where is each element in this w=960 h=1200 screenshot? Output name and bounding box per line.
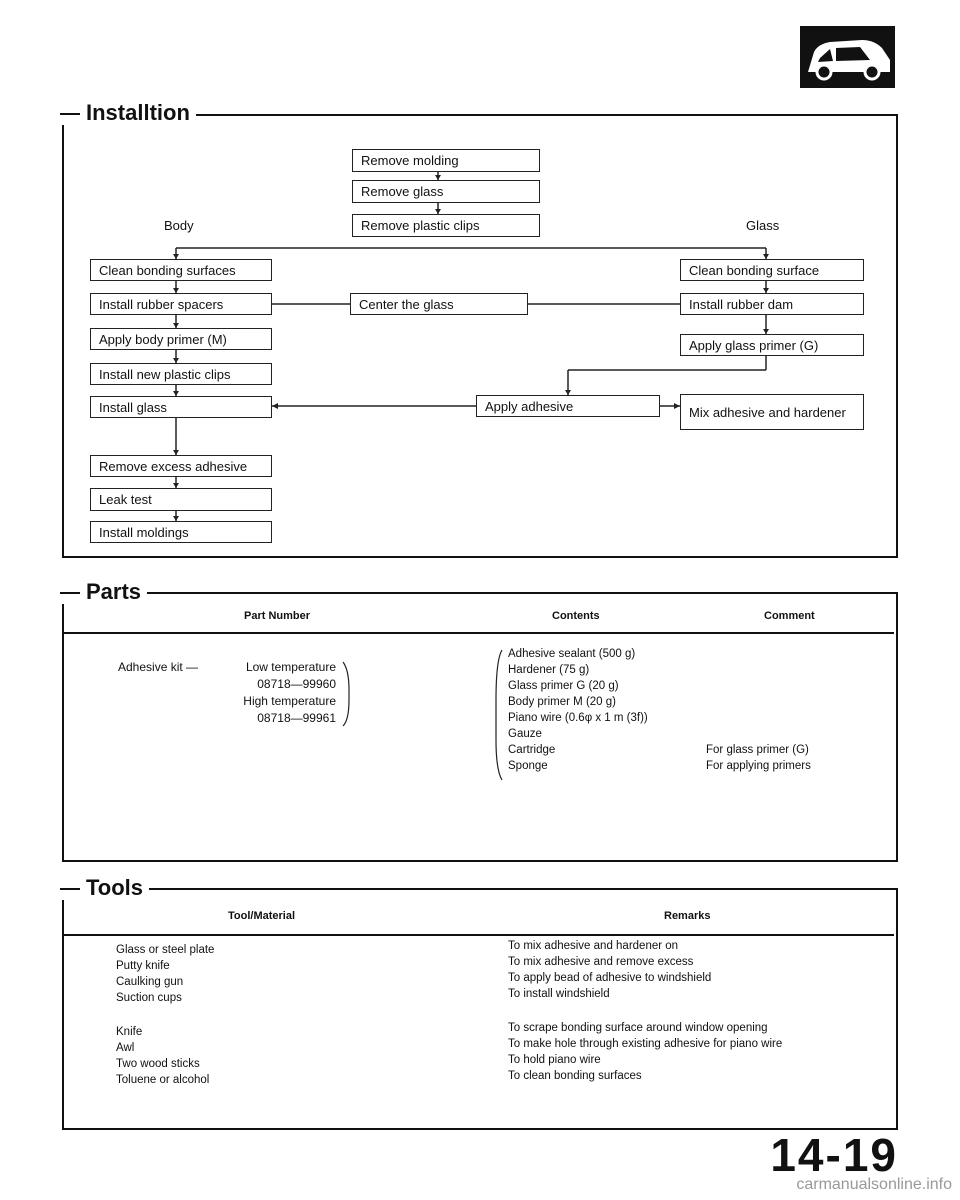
list-item: To make hole through existing adhesive for piano wire	[508, 1038, 783, 1050]
list-item: Low temperature	[245, 660, 336, 674]
parts-header-contents: Contents	[552, 610, 600, 622]
step-mix-adhesive-and-hardener: Mix adhesive and hardener	[680, 394, 864, 430]
tools-header-remarks: Remarks	[664, 910, 711, 922]
parts-comments-list	[706, 742, 811, 774]
list-item: Cartridge	[508, 744, 556, 756]
step-install-rubber-dam: Install rubber dam	[680, 293, 864, 315]
tools-list-a	[116, 942, 214, 1006]
parts-title: Parts	[60, 580, 147, 604]
step-leak-test: Leak test	[90, 488, 272, 511]
parts-header-part-number: Part Number	[244, 610, 311, 622]
list-item: To apply bead of adhesive to windshield	[508, 972, 712, 984]
step-remove-plastic-clips: Remove plastic clips	[352, 214, 540, 237]
step-install-new-plastic-clips: Install new plastic clips	[90, 363, 272, 385]
list-item: To install windshield	[508, 988, 610, 1000]
list-item: Glass primer G (20 g)	[508, 680, 619, 692]
step-center-the-glass: Center the glass	[350, 293, 528, 315]
list-item: For applying primers	[706, 760, 811, 772]
tools-header-rule	[64, 934, 894, 936]
step-apply-adhesive: Apply adhesive	[476, 395, 660, 417]
installation-title: Installtion	[60, 101, 196, 125]
step-install-glass: Install glass	[90, 396, 272, 418]
list-item: To mix adhesive and remove excess	[508, 956, 694, 968]
list-item: Body primer M (20 g)	[508, 696, 617, 708]
list-item: Caulking gun	[116, 976, 184, 988]
step-clean-bonding-surfaces: Clean bonding surfaces	[90, 259, 272, 281]
list-item: High temperature	[243, 694, 336, 708]
list-item: To clean bonding surfaces	[508, 1070, 642, 1082]
page-number: 14-19	[770, 1129, 898, 1181]
list-item: Gauze	[508, 728, 542, 740]
tools-remarks-b	[508, 1020, 782, 1084]
tools-list-b	[116, 1024, 209, 1088]
list-item: For glass primer (G)	[706, 744, 809, 756]
tools-remarks-a	[508, 938, 711, 1002]
step-remove-glass: Remove glass	[352, 180, 540, 203]
step-clean-bonding-surface: Clean bonding surface	[680, 259, 864, 281]
list-item: 08718—99960	[257, 677, 336, 691]
parts-contents-list	[508, 646, 648, 774]
step-install-moldings: Install moldings	[90, 521, 272, 543]
list-item: Two wood sticks	[116, 1058, 200, 1070]
list-item: Sponge	[508, 760, 548, 772]
list-item: Toluene or alcohol	[116, 1074, 210, 1086]
step-remove-molding: Remove molding	[352, 149, 540, 172]
step-remove-excess-adhesive: Remove excess adhesive	[90, 455, 272, 477]
list-item: 08718—99961	[257, 711, 336, 725]
adhesive-kit-label: Adhesive kit —	[118, 660, 199, 674]
list-item: To scrape bonding surface around window opening	[508, 1022, 768, 1034]
tools-title: Tools	[60, 876, 149, 900]
list-item: To hold piano wire	[508, 1054, 601, 1066]
list-item: Hardener (75 g)	[508, 664, 590, 676]
tools-frame	[62, 888, 898, 1130]
tools-header-tool: Tool/Material	[228, 910, 296, 922]
watermark: carmanualsonline.info	[796, 1176, 952, 1193]
list-item: Putty knife	[116, 960, 170, 972]
step-apply-body-primer: Apply body primer (M)	[90, 328, 272, 350]
step-install-rubber-spacers: Install rubber spacers	[90, 293, 272, 315]
body-label: Body	[164, 218, 194, 233]
list-item: To mix adhesive and hardener on	[508, 940, 679, 952]
step-apply-glass-primer: Apply glass primer (G)	[680, 334, 864, 356]
list-item: Suction cups	[116, 992, 182, 1004]
glass-label: Glass	[746, 218, 780, 233]
list-item: Adhesive sealant (500 g)	[508, 648, 636, 660]
list-item: Awl	[116, 1042, 135, 1054]
parts-header-comment: Comment	[764, 610, 815, 622]
list-item: Knife	[116, 1026, 143, 1038]
list-item: Piano wire (0.6φ x 1 m (3f))	[508, 712, 648, 724]
list-item: Glass or steel plate	[116, 944, 215, 956]
